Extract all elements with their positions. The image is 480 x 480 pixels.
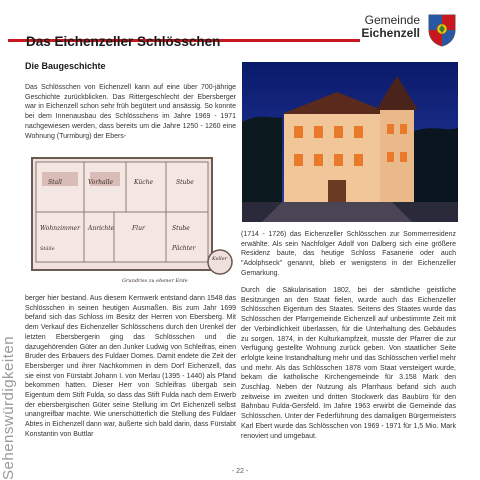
page-title: Das Eichenzeller Schlösschen (26, 34, 221, 49)
paragraph-residence: (1714 - 1726) das Eichenzeller Schlösschen zur Sommerresidenz erwählte. Als sein Nachfolger Adolf von Dalberg sich eine größere Residenz baute, das heutige Schloss Fasanerie oder auch "Adolphseck" genannt, blieb er wenigstens in der Eichenzeller Gemarkung. (241, 231, 456, 277)
svg-text:Stube: Stube (172, 225, 190, 232)
paragraph-intro: Das Schlösschen von Eichenzell kann auf eine über 700-jährige Geschichte zurückblicken. Das Rittergeschlecht der Ebersberger war in Eichenzell schon sehr früh begütert und ansässig. So konnte bei dem Innenausbau des Schlösschens im Jahre 1969 - 1971 nachgewiesen werden, dass bereits um die Jahre 1250 - 1260 eine Wohnung (Turmburg) der Ebers- (25, 84, 236, 140)
brand-line2: Eichenzell (361, 26, 420, 40)
svg-text:Küche: Küche (134, 179, 153, 186)
svg-text:Stube: Stube (176, 179, 194, 186)
page-number: - 22 - (231, 468, 249, 475)
castle-night-photo (242, 62, 458, 222)
svg-text:Grundriss zu ebener Erde: Grundriss zu ebener Erde (122, 278, 188, 284)
svg-text:Vorhalle: Vorhalle (88, 179, 114, 186)
historic-floor-plan (24, 150, 236, 288)
svg-text:Keller: Keller (212, 256, 228, 262)
brand-name (361, 14, 420, 40)
svg-text:Pächter: Pächter (172, 245, 196, 252)
svg-text:Stall: Stall (48, 179, 62, 186)
side-section-label: Sehenswürdigkeiten (0, 335, 17, 480)
section-subtitle: Die Baugeschichte (25, 61, 106, 71)
brand-line1: Gemeinde (364, 13, 420, 27)
svg-text:Wohnzimmer: Wohnzimmer (40, 225, 80, 232)
paragraph-history: berger hier bestand. Aus diesem Kernwerk entstand dann 1548 das Schlösschen in seinen heutigen Ausmaßen. Bis zum Jahr 1699 befand sich das Schloss im Besitz der Herren von Ebersberg. Mit dem Verkauf des Eichenzeller Schlösschens durch den Urenkel der letzten Ebersbergerin ging das Schlösschen und die dazugehörenden Güter an den Junker Ludwig von Schleifras, einen Bruder des Erbauers des Fuldaer Domes. Damit endete die Zeit der Ebersberger und ihrer Nachkommen in dem Dorf Eichenzell, das sie einst von Fürstabt Johann I. von Merlau (1395 - 1440) als Pfand bekommen hatten. Dieser Herr von Schleifras übergab sein Eigentum dem Stift Fulda, so dass das Stift Fulda nach dem Erwerb der ebersbergischen Güter seine Stellung im Ort Eichenzell selbst unangreifbar machte. Wie unerschütterlich die Stellung des Fuldaer Abtes in Eichenzell dann war, äußerte sich bald darin, dass Fürstabt Konstantin von Buttlar (25, 295, 236, 438)
coat-of-arms-icon (425, 12, 459, 48)
svg-text:Ställe: Ställe (40, 246, 55, 252)
svg-text:Anrichte: Anrichte (88, 225, 115, 232)
svg-text:Flur: Flur (132, 225, 145, 232)
paragraph-secularization: Durch die Säkularisation 1802, bei der sämtliche geistliche Besitzungen an den Staat fielen, wurde auch das Eichenzeller Schlösschen Eigentum des Staates. Seitens des Staates wurde das Schlösschen der Pfarrgemeinde Eichenzell auf unbestimmte Zeit mit der Verbindlichkeit überlassen, für die Unterhaltung des Gebäudes zu sorgen. 1874, in der Kulturkampfzeit, musste der Pfarrer die zur Verfügung gestellte Wohnung zurück geben. Von staatlicher Seite erfolgte keine Instandhaltung mehr und das Schlösschen verfiel mehr und mehr. Als das Schlösschen 1878 vom Staat versteigert wurde, bekam die katholische Kirchengemeinde für 3.158 Mark den Zuschlag. Neben der Nutzung als Pfarrhaus befand sich auch zeitweise im zweiten und dritten Stockwerk das Baubüro für den Bahnbau Fulda-Gersfeld. Im Jahre 1963 erwirbt die Gemeinde das Schlösschen. Unter der Federführung des damaligen Bürgermeisters Karl Ebert wurde das Schlösschen von 1969 - 1971 für 1,5 Mio. Mark renoviert und umgebaut. (241, 287, 456, 440)
